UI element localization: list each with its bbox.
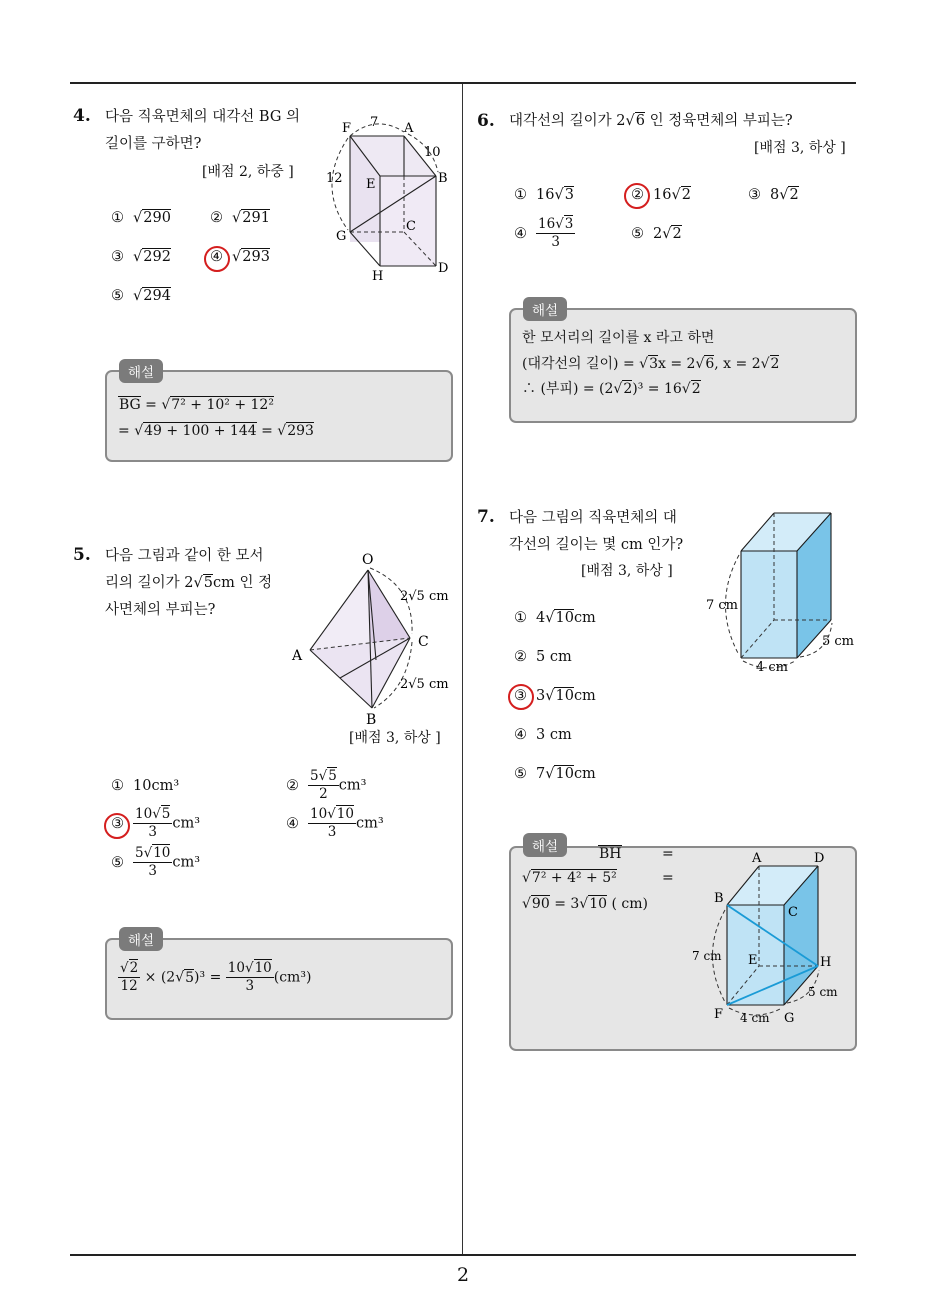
q4-cuboid-figure [320, 110, 460, 290]
q5-edge-label-1: 2√5 cm [400, 589, 449, 604]
q4-option-5-value: 294 [143, 288, 171, 304]
page-number: 2 [456, 1264, 470, 1286]
q4-label-A: A [404, 121, 414, 136]
q7-label-depth: 5 cm [822, 634, 855, 649]
q7-points: [배점 3, 하상 ] [581, 563, 673, 579]
q7s-label-height: 7 cm [692, 949, 722, 963]
q4-number: 4. [73, 106, 91, 126]
q6-points: [배점 3, 하상 ] [754, 140, 846, 156]
q4-label-H: H [372, 269, 384, 284]
q5-edge-label-2: 2√5 cm [400, 677, 449, 692]
q6-option-5[interactable]: ⑤ 2√2 [631, 226, 682, 242]
q4-option-5[interactable]: ⑤ √294 [111, 288, 171, 304]
q5-number: 5. [73, 545, 91, 565]
q4-label-E: E [366, 177, 376, 192]
q5-solution-line: $\frac{√2}{12}$ × (2√5)³ = $\frac{10√10}{3}$ (cm³) [120, 960, 312, 994]
q4-option-4-value: 293 [242, 249, 270, 265]
q5-option-4[interactable]: ④ $\frac{10√10}{3}$ cm³ [286, 806, 384, 840]
q7-face-front [741, 551, 797, 658]
q7s-label-G: G [784, 1011, 795, 1026]
q6-answer-mark [624, 183, 650, 209]
q6-question: 대각선의 길이가 2√6 인 정육면체의 부피는? [509, 113, 793, 129]
q4-solution-line2: = √49 + 100 + 144 = √293 [118, 423, 314, 439]
q7-answer-mark [508, 684, 534, 710]
q6-solution-line3: ∴ (부피) = (2√2)³ = 16√2 [522, 381, 701, 397]
q4-label-B: B [438, 171, 448, 186]
q5-label-B: B [366, 712, 377, 728]
q4-question-line2: 길이를 구하면? [105, 136, 202, 152]
q7s-label-B: B [714, 891, 724, 906]
q7-solution-line2: √7² + 4² + 5² [522, 870, 617, 886]
q4-option-2-value: 291 [242, 210, 270, 226]
q4-label-G: G [336, 229, 347, 244]
q7-solution-line1-lhs: BH [599, 846, 622, 862]
q4-label-F: F [342, 121, 352, 136]
q5-option-1[interactable]: ① 10cm³ [111, 778, 180, 794]
q7-label-width: 4 cm [756, 660, 789, 675]
q7-option-5[interactable]: ⑤ 7√10cm [514, 766, 596, 782]
q7-option-3[interactable]: ③ 3√10cm [514, 688, 596, 704]
q4-points: [배점 2, 하중 ] [202, 164, 294, 180]
q4-option-2[interactable]: ② √291 [210, 210, 270, 226]
q6-solution-tag: 해설 [523, 297, 567, 321]
q5-points: [배점 3, 하상 ] [349, 730, 441, 746]
q4-option-1[interactable]: ① √290 [111, 210, 171, 226]
q5-label-C: C [418, 634, 429, 650]
q4-label-7: 7 [370, 115, 379, 130]
q6-solution-line1: 한 모서리의 길이를 x 라고 하면 [522, 330, 715, 346]
q7-solution-tag: 해설 [523, 833, 567, 857]
q7-question [509, 505, 683, 559]
q7-solution-cuboid-figure [688, 850, 848, 1030]
q4-option-4[interactable]: ④ √293 [210, 249, 270, 265]
q5-question-line3: 사면체의 부피는? [105, 602, 216, 618]
q7s-label-depth: 5 cm [808, 985, 838, 999]
q7-number: 7. [477, 507, 495, 527]
q7-label-height: 7 cm [706, 598, 739, 613]
q6-option-1[interactable]: ① 16√3 [514, 187, 574, 203]
q7s-label-D: D [814, 851, 825, 866]
q7s-label-F: F [714, 1007, 724, 1022]
q7s-label-E: E [748, 953, 758, 968]
q5-label-A: A [292, 648, 303, 664]
q4-question-line1: 다음 직육면체의 대각선 BG 의 [105, 109, 301, 125]
q7-question-line1: 다음 그림의 직육면체의 대 [509, 510, 677, 526]
q4-label-12: 12 [326, 171, 343, 186]
q6-option-2[interactable]: ② 16√2 [631, 187, 691, 203]
q4-solution-line1: BG = √7² + 10² + 12² [119, 397, 274, 413]
q5-tetrahedron-figure [290, 550, 460, 730]
q7-question-line2: 각선의 길이는 몇 cm 인가? [509, 537, 684, 553]
q4-option-3[interactable]: ③ √292 [111, 249, 171, 265]
q7-option-1[interactable]: ① 4√10cm [514, 610, 596, 626]
q5-question-line2: 리의 길이가 2√5cm 인 정 [105, 575, 273, 591]
q4-answer-mark [204, 246, 230, 272]
q6-option-3[interactable]: ③ 8√2 [748, 187, 799, 203]
q4-question [105, 104, 300, 158]
q5-question [105, 543, 272, 624]
q4-label-10: 10 [424, 145, 441, 160]
top-rule [70, 82, 856, 84]
q5-option-1-value: 10cm³ [133, 778, 180, 794]
q7-cuboid-figure [700, 505, 860, 680]
q5-label-O: O [362, 552, 374, 568]
q5-option-3[interactable]: ③ $\frac{10√5}{3}$ cm³ [111, 806, 201, 840]
q5-option-2[interactable]: ② $\frac{5√5}{2}$ cm³ [286, 768, 367, 802]
q7-solution-line2-eq: = [662, 870, 674, 886]
q5-question-line1: 다음 그림과 같이 한 모서 [105, 548, 264, 564]
q7s-label-H: H [820, 955, 832, 970]
q6-option-4[interactable]: ④ $\frac{16√3}{3}$ [514, 216, 574, 250]
q5-option-5[interactable]: ⑤ $\frac{5√10}{3}$ cm³ [111, 845, 201, 879]
q5-answer-mark [104, 813, 130, 839]
q7-option-4[interactable]: ④ 3 cm [514, 727, 572, 743]
q7s-label-width: 4 cm [740, 1011, 770, 1025]
q4-label-C: C [406, 219, 416, 234]
q6-number: 6. [477, 111, 495, 131]
bottom-rule [70, 1254, 856, 1256]
q7s-label-C: C [788, 905, 798, 920]
q7-option-2[interactable]: ② 5 cm [514, 649, 572, 665]
q7s-label-A: A [752, 851, 762, 866]
q5-solution-tag: 해설 [119, 927, 163, 951]
q4-option-3-value: 292 [143, 249, 171, 265]
q7-solution-line1-eq: = [662, 846, 674, 862]
column-divider [462, 84, 463, 1254]
q4-option-1-value: 290 [143, 210, 171, 226]
q6-solution-line2: (대각선의 길이) = √3x = 2√6, x = 2√2 [522, 356, 780, 372]
q7-solution-line3: √90 = 3√10 ( cm) [522, 896, 648, 912]
q4-label-D: D [438, 261, 449, 276]
q4-solution-tag: 해설 [119, 359, 163, 383]
